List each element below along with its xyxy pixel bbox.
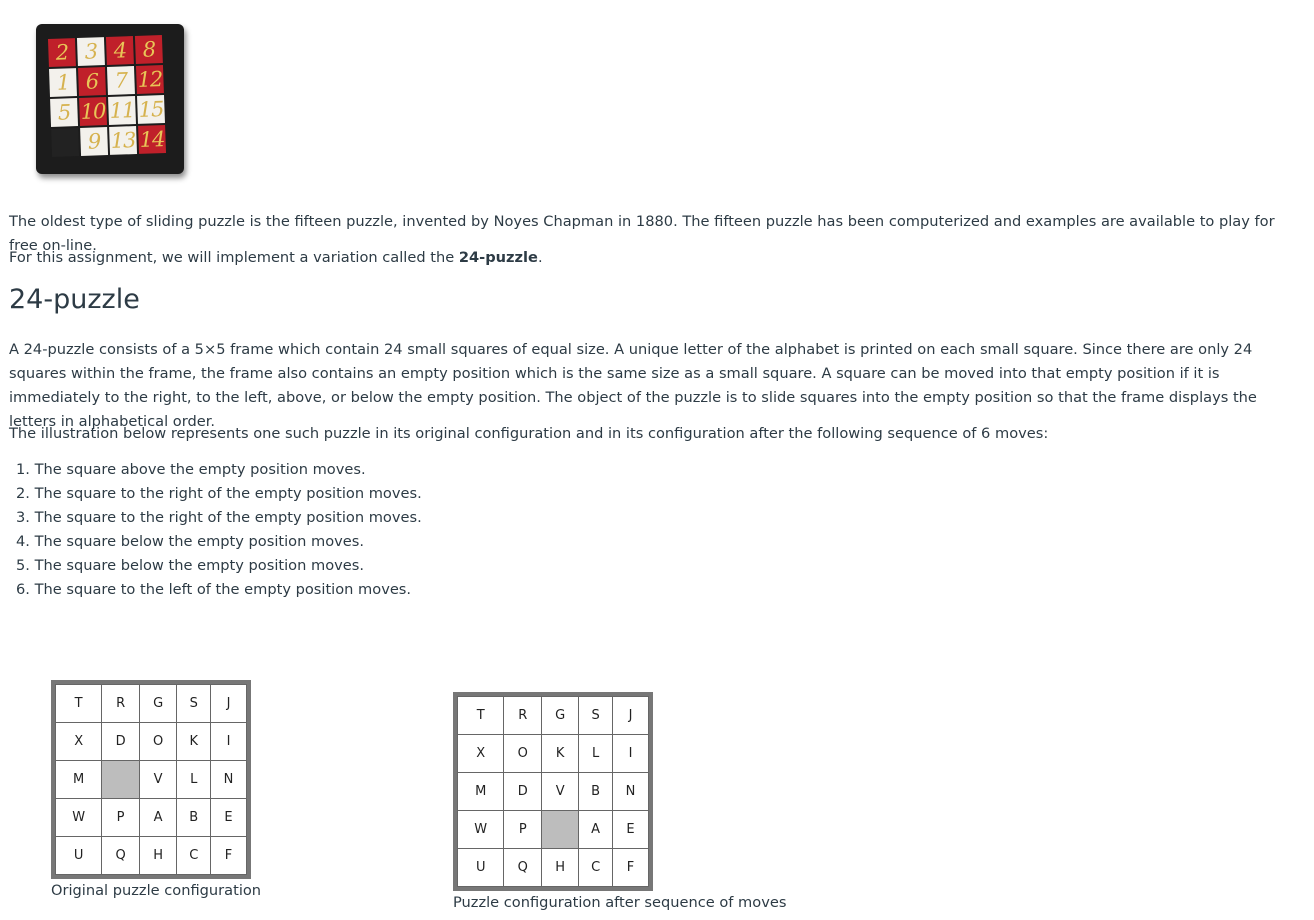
photo-tile: 12 bbox=[136, 65, 164, 94]
photo-tile: 5 bbox=[50, 98, 78, 127]
letter-square: D bbox=[504, 773, 542, 811]
letter-square: S bbox=[579, 697, 613, 735]
letter-square: M bbox=[458, 773, 504, 811]
letter-square: K bbox=[542, 735, 579, 773]
letter-square: G bbox=[542, 697, 579, 735]
original-caption: Original puzzle configuration bbox=[51, 882, 262, 899]
letter-square: B bbox=[177, 799, 211, 837]
letter-square: U bbox=[458, 849, 504, 887]
letter-square: L bbox=[579, 735, 613, 773]
letter-square: V bbox=[542, 773, 579, 811]
move-item: 5. The square below the empty position moves. bbox=[16, 557, 364, 574]
letter-square: P bbox=[102, 799, 140, 837]
letter-square: O bbox=[139, 723, 177, 761]
assignment-text: For this assignment, we will implement a variation called the bbox=[9, 249, 459, 266]
moves-list bbox=[16, 458, 422, 602]
fifteen-puzzle-tiles bbox=[48, 35, 166, 157]
empty-square bbox=[542, 811, 579, 849]
letter-square: M bbox=[56, 761, 102, 799]
letter-square: O bbox=[504, 735, 542, 773]
move-item: 2. The square to the right of the empty position moves. bbox=[16, 485, 422, 502]
letter-square: I bbox=[612, 735, 648, 773]
letter-square: K bbox=[177, 723, 211, 761]
intro-paragraph: The oldest type of sliding puzzle is the fifteen puzzle, invented by Noyes Chapman in 1880. The fifteen puzzle has been computerized and examples are available to play for free on-line. bbox=[9, 213, 1275, 254]
illustration-paragraph: The illustration below represents one such puzzle in its original configuration and in its configuration after the following sequence of 6 moves: bbox=[9, 425, 1049, 442]
puzzle-row bbox=[458, 773, 649, 811]
puzzle-row bbox=[56, 799, 247, 837]
after-caption: Puzzle configuration after sequence of moves bbox=[453, 894, 787, 911]
puzzle-row bbox=[458, 849, 649, 887]
letter-square: W bbox=[56, 799, 102, 837]
letter-square: T bbox=[56, 685, 102, 723]
letter-square: P bbox=[504, 811, 542, 849]
letter-square: J bbox=[612, 697, 648, 735]
letter-square: L bbox=[177, 761, 211, 799]
puzzle-table bbox=[457, 696, 649, 887]
photo-tile: 4 bbox=[106, 36, 134, 65]
letter-square: E bbox=[612, 811, 648, 849]
letter-square: H bbox=[542, 849, 579, 887]
photo-tile: 1 bbox=[49, 68, 77, 97]
letter-square: V bbox=[139, 761, 177, 799]
letter-square: B bbox=[579, 773, 613, 811]
letter-square: R bbox=[504, 697, 542, 735]
photo-tile: 8 bbox=[135, 35, 163, 64]
photo-tile: 14 bbox=[138, 125, 166, 154]
photo-tile: 3 bbox=[77, 37, 105, 66]
photo-tile: 9 bbox=[80, 127, 108, 156]
photo-tile: 10 bbox=[79, 97, 107, 126]
letter-square: U bbox=[56, 837, 102, 875]
after-puzzle-grid bbox=[453, 692, 653, 891]
letter-square: R bbox=[102, 685, 140, 723]
fifteen-puzzle-photo bbox=[36, 24, 184, 174]
letter-square: S bbox=[177, 685, 211, 723]
puzzle-row bbox=[56, 761, 247, 799]
letter-square: A bbox=[139, 799, 177, 837]
puzzle-table bbox=[55, 684, 247, 875]
photo-tile: 2 bbox=[48, 38, 76, 67]
letter-square: I bbox=[211, 723, 247, 761]
letter-square: Q bbox=[102, 837, 140, 875]
photo-empty-slot bbox=[51, 128, 79, 157]
letter-square: J bbox=[211, 685, 247, 723]
letter-square: A bbox=[579, 811, 613, 849]
photo-tile: 7 bbox=[107, 66, 135, 95]
puzzle-row bbox=[458, 735, 649, 773]
section-heading: 24-puzzle bbox=[9, 284, 140, 315]
letter-square: N bbox=[612, 773, 648, 811]
puzzle-row bbox=[56, 837, 247, 875]
letter-square: D bbox=[102, 723, 140, 761]
move-item: 1. The square above the empty position moves. bbox=[16, 461, 366, 478]
puzzle-row bbox=[458, 697, 649, 735]
letter-square: Q bbox=[504, 849, 542, 887]
description-paragraph: A 24-puzzle consists of a 5×5 frame which contain 24 small squares of equal size. A unique letter of the alphabet is printed on each small square. Since there are only 24 squares within the frame, the frame also contains an empty position which is the same size as a small square. A square can be moved into that empty position if it is immediately to the right, to the left, above, or below the empty position. The object of the puzzle is to slide squares into the empty position so that the frame displays the letters in alphabetical order. bbox=[9, 341, 1257, 430]
photo-tile: 15 bbox=[137, 95, 165, 124]
letter-square: X bbox=[458, 735, 504, 773]
letter-square: C bbox=[177, 837, 211, 875]
puzzle-name-bold: 24-puzzle bbox=[458, 249, 538, 266]
letter-square: F bbox=[211, 837, 247, 875]
assignment-period: . bbox=[537, 249, 543, 266]
letter-square: E bbox=[211, 799, 247, 837]
photo-tile: 11 bbox=[108, 96, 136, 125]
original-puzzle-grid bbox=[51, 680, 251, 879]
move-item: 4. The square below the empty position moves. bbox=[16, 533, 364, 550]
move-item: 3. The square to the right of the empty position moves. bbox=[16, 509, 422, 526]
letter-square: H bbox=[139, 837, 177, 875]
letter-square: T bbox=[458, 697, 504, 735]
puzzle-row bbox=[458, 811, 649, 849]
assignment-paragraph bbox=[9, 246, 1305, 270]
puzzle-row bbox=[56, 685, 247, 723]
move-item: 6. The square to the left of the empty position moves. bbox=[16, 581, 412, 598]
letter-square: F bbox=[612, 849, 648, 887]
letter-square: X bbox=[56, 723, 102, 761]
letter-square: W bbox=[458, 811, 504, 849]
letter-square: C bbox=[579, 849, 613, 887]
empty-square bbox=[102, 761, 140, 799]
letter-square: N bbox=[211, 761, 247, 799]
puzzle-row bbox=[56, 723, 247, 761]
photo-tile: 6 bbox=[78, 67, 106, 96]
letter-square: G bbox=[139, 685, 177, 723]
photo-tile: 13 bbox=[109, 126, 137, 155]
